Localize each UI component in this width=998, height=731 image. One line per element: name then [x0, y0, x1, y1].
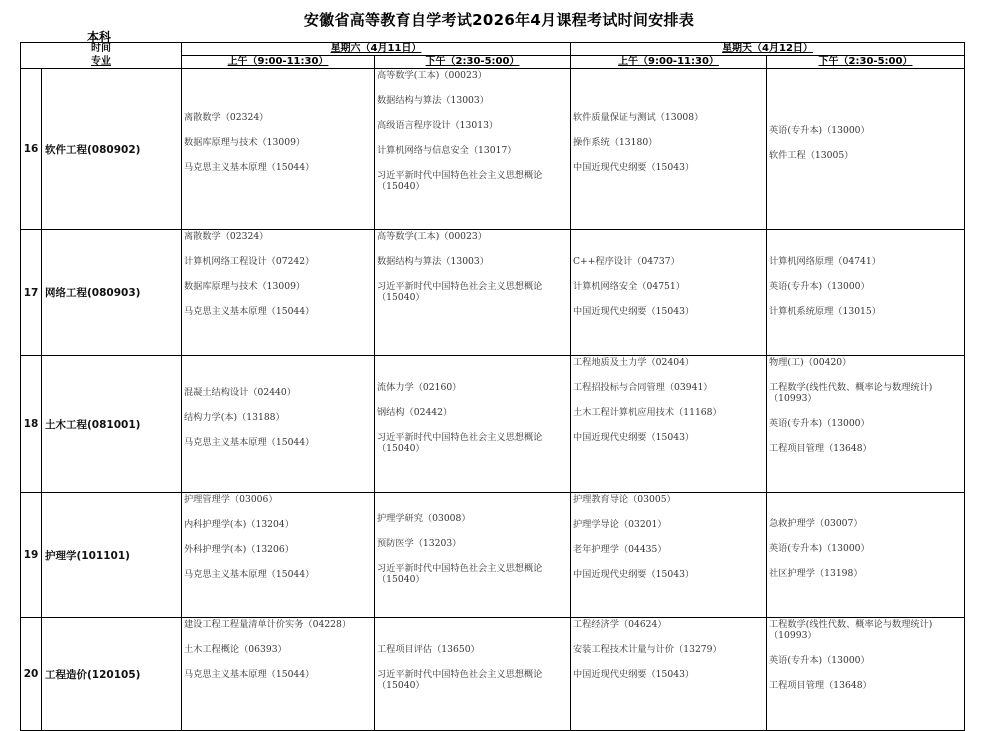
- course-item: 工程数学(线性代数、概率论与数理统计)（10993）: [769, 619, 933, 641]
- course-item: 工程项目管理（13648）: [769, 680, 872, 691]
- course-cell-sun-am: [571, 493, 767, 618]
- course-cell-sat-pm: [375, 618, 571, 731]
- course-item: 中国近现代史纲要（15043）: [573, 432, 695, 443]
- course-item: 土木工程概论（06393）: [184, 644, 287, 655]
- course-item: 习近平新时代中国特色社会主义思想概论（15040）: [377, 669, 543, 691]
- course-item: 数据结构与算法（13003）: [377, 95, 489, 106]
- course-cell-sat-pm: [375, 493, 571, 618]
- session-label: 下午（2:30-5:00）: [818, 56, 913, 67]
- course-item: 护理管理学（03006）: [184, 494, 278, 505]
- course-item: 工程数学(线性代数、概率论与数理统计)（10993）: [769, 382, 933, 404]
- course-cell-sun-am: [571, 230, 767, 356]
- session-header-sat-am: [182, 56, 375, 69]
- course-item: 习近平新时代中国特色社会主义思想概论（15040）: [377, 170, 543, 192]
- major-name: 护理学(101101): [42, 493, 182, 618]
- course-cell-sun-am: [571, 69, 767, 230]
- course-cell-sat-am: [182, 618, 375, 731]
- corner-major-label: 专业: [91, 56, 111, 67]
- course-item: 护理学导论（03201）: [573, 519, 667, 530]
- course-item: 中国近现代史纲要（15043）: [573, 162, 695, 173]
- course-cell-sat-pm: [375, 69, 571, 230]
- row-number: 17: [21, 230, 42, 356]
- corner-time-label: 时间: [91, 43, 111, 54]
- course-item: 英语(专升本)（13000）: [769, 543, 870, 554]
- course-item: 软件质量保证与测试（13008）: [573, 112, 704, 123]
- course-item: 数据结构与算法（13003）: [377, 256, 489, 267]
- course-item: 离散数学（02324）: [184, 112, 269, 123]
- major-name: 网络工程(080903): [42, 230, 182, 356]
- day-label: 星期天（4月12日）: [722, 43, 813, 54]
- major-name: 软件工程(080902): [42, 69, 182, 230]
- document-title: 安徽省高等教育自学考试2026年4月课程考试时间安排表: [303, 11, 695, 29]
- row-number: 20: [21, 618, 42, 731]
- course-item: C++程序设计（04737）: [573, 255, 680, 267]
- course-item: 护理学研究（03008）: [377, 512, 471, 524]
- course-item: 工程项目管理（13648）: [769, 443, 872, 454]
- course-item: 护理教育导论（03005）: [573, 494, 676, 505]
- education-level-label: 本科: [87, 30, 112, 44]
- course-item: 马克思主义基本原理（15044）: [184, 569, 315, 580]
- table-row: [21, 230, 965, 356]
- session-header-sun-am: [571, 56, 767, 69]
- day-header-saturday: [182, 43, 571, 56]
- table-row: [21, 69, 965, 230]
- course-cell-sun-pm: [767, 356, 965, 493]
- course-cell-sun-pm: [767, 493, 965, 618]
- major-name: 土木工程(081001): [42, 356, 182, 493]
- course-cell-sun-am: [571, 356, 767, 493]
- course-item: 内科护理学(本)（13204）: [184, 519, 294, 530]
- day-label: 星期六（4月11日）: [330, 43, 422, 54]
- course-item: 数据库原理与技术（13009）: [184, 137, 306, 148]
- course-item: 流体力学（02160）: [377, 381, 462, 393]
- course-item: 操作系统（13180）: [573, 137, 658, 148]
- course-item: 土木工程计算机应用技术（11168）: [573, 407, 722, 418]
- course-item: 数据库原理与技术（13009）: [184, 281, 306, 292]
- session-header-sat-pm: [375, 56, 571, 69]
- course-item: 急救护理学（03007）: [769, 518, 863, 529]
- course-cell-sat-pm: [375, 356, 571, 493]
- course-cell-sun-pm: [767, 618, 965, 731]
- course-item: 高等数学(工本)（00023）: [377, 231, 487, 242]
- table-row: [21, 356, 965, 493]
- course-item: 外科护理学(本)（13206）: [184, 544, 294, 555]
- course-item: 软件工程（13005）: [769, 149, 854, 161]
- course-item: 社区护理学（13198）: [769, 568, 863, 579]
- course-item: 习近平新时代中国特色社会主义思想概论（15040）: [377, 431, 543, 454]
- course-item: 工程地质及土力学（02404）: [573, 357, 695, 368]
- course-item: 安装工程技术计量与计价（13279）: [573, 644, 722, 655]
- course-item: 英语(专升本)（13000）: [769, 655, 870, 666]
- course-item: 工程项目评估（13650）: [377, 644, 480, 655]
- course-item: 英语(专升本)（13000）: [769, 124, 870, 136]
- course-item: 结构力学(本)（13188）: [184, 412, 285, 423]
- course-item: 计算机网络工程设计（07242）: [184, 256, 315, 267]
- course-item: 马克思主义基本原理（15044）: [184, 437, 315, 448]
- course-item: 中国近现代史纲要（15043）: [573, 669, 695, 680]
- course-item: 马克思主义基本原理（15044）: [184, 306, 315, 317]
- session-header-sun-pm: [767, 56, 965, 69]
- course-item: 工程经济学（04624）: [573, 619, 667, 630]
- row-number: 18: [21, 356, 42, 493]
- session-label: 上午（9:00-11:30）: [618, 56, 719, 67]
- course-item: 高等数学(工本)（00023）: [377, 70, 487, 81]
- course-cell-sun-pm: [767, 230, 965, 356]
- course-item: 老年护理学（04435）: [573, 544, 667, 555]
- course-item: 中国近现代史纲要（15043）: [573, 305, 695, 317]
- course-item: 离散数学（02324）: [184, 231, 269, 242]
- course-cell-sun-am: [571, 618, 767, 731]
- row-number: 19: [21, 493, 42, 618]
- course-item: 习近平新时代中国特色社会主义思想概论（15040）: [377, 562, 543, 585]
- course-item: 英语(专升本)（13000）: [769, 280, 870, 292]
- course-cell-sat-am: [182, 69, 375, 230]
- table-row: [21, 493, 965, 618]
- course-item: 钢结构（02442）: [377, 406, 453, 418]
- course-item: 预防医学（13203）: [377, 537, 462, 549]
- course-item: 工程招投标与合同管理（03941）: [573, 382, 713, 393]
- row-number: 16: [21, 69, 42, 230]
- session-label: 上午（9:00-11:30）: [227, 56, 329, 67]
- course-item: 中国近现代史纲要（15043）: [573, 569, 695, 580]
- exam-schedule-table: [20, 42, 965, 731]
- course-item: 计算机网络原理（04741）: [769, 255, 881, 267]
- course-item: 马克思主义基本原理（15044）: [184, 162, 315, 173]
- major-name: 工程造价(120105): [42, 618, 182, 731]
- course-item: 计算机网络与信息安全（13017）: [377, 145, 517, 156]
- course-item: 习近平新时代中国特色社会主义思想概论（15040）: [377, 281, 543, 303]
- course-item: 物理(工)（00420）: [769, 357, 852, 368]
- course-cell-sat-am: [182, 493, 375, 618]
- corner-header-cell: [21, 43, 182, 69]
- course-cell-sun-pm: [767, 69, 965, 230]
- course-item: 计算机系统原理（13015）: [769, 305, 881, 317]
- header-row-days: [21, 43, 965, 56]
- course-item: 建设工程工程量清单计价实务（04228）: [184, 619, 352, 630]
- course-cell-sat-am: [182, 356, 375, 493]
- course-item: 英语(专升本)（13000）: [769, 418, 870, 429]
- day-header-sunday: [571, 43, 965, 56]
- session-label: 下午（2:30-5:00）: [425, 56, 520, 67]
- course-item: 计算机网络安全（04751）: [573, 280, 685, 292]
- course-item: 混凝土结构设计（02440）: [184, 387, 296, 398]
- course-item: 马克思主义基本原理（15044）: [184, 669, 315, 680]
- course-cell-sat-pm: [375, 230, 571, 356]
- table-row: [21, 618, 965, 731]
- course-item: 高级语言程序设计（13013）: [377, 120, 499, 131]
- course-cell-sat-am: [182, 230, 375, 356]
